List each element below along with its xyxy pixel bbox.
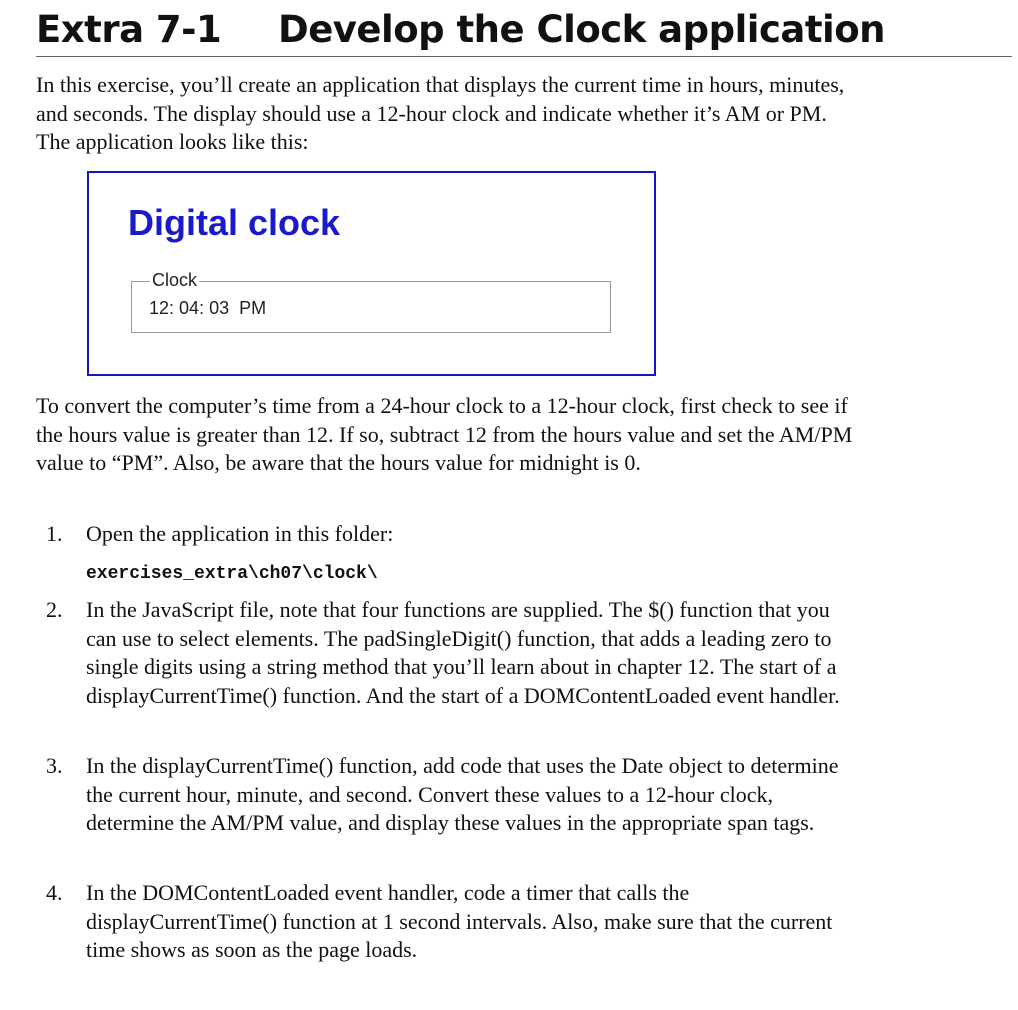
step-number: 4. [46,880,63,905]
convert-paragraph: To convert the computer’s time from a 24-hour clock to a 12-hour clock, first check to see if the hours value is greater than 12. If so, subtract 12 from the hours value and set the AM/PM value to “PM”. Also, be aware that the hours value for midnight is 0. [36,393,853,476]
clock-ampm: PM [239,298,267,318]
clock-legend: Clock [152,270,198,290]
step-number: 1. [46,521,63,546]
step-text: In the DOMContentLoaded event handler, code a timer that calls the displayCurrentTime() function at 1 second intervals. Also, make sure that the current time shows as soon as the page loads. [86,880,833,963]
step-number: 2. [46,597,63,622]
clock-fieldset [131,270,611,333]
exercise-title: Develop the Clock application [278,8,886,51]
clock-app-screenshot [87,171,656,376]
clock-minutes: 04 [179,298,200,318]
exercise-number: Extra 7-1 [36,8,222,51]
clock-seconds: 03 [209,298,230,318]
folder-path: exercises_extra\ch07\clock\ [86,564,378,584]
step-text: In the displayCurrentTime() function, add code that uses the Date object to determine the current hour, minute, and second. Convert these values to a 12-hour clock, determine the AM/PM value, and display these values in the appropriate span tags. [86,753,839,836]
exercise-header [36,6,1012,57]
clock-display: 12: 04: 03 PM [149,298,267,318]
step-text: Open the application in this folder: [86,521,394,546]
clock-hours: 12 [149,298,170,318]
step-number: 3. [46,753,63,778]
step-text: In the JavaScript file, note that four functions are supplied. The $() function that you can use to select elements. The padSingleDigit() function, that adds a leading zero to single digits using a string method that you’ll learn about in chapter 12. The start of a displayCurrentTime() function. And the start of a DOMContentLoaded event handler. [86,597,840,708]
demo-title: Digital clock [128,202,341,243]
intro-paragraph: In this exercise, you’ll create an application that displays the current time in hours, minutes, and seconds. The display should use a 12-hour clock and indicate whether it’s AM or PM. The application looks like this: [36,72,845,155]
